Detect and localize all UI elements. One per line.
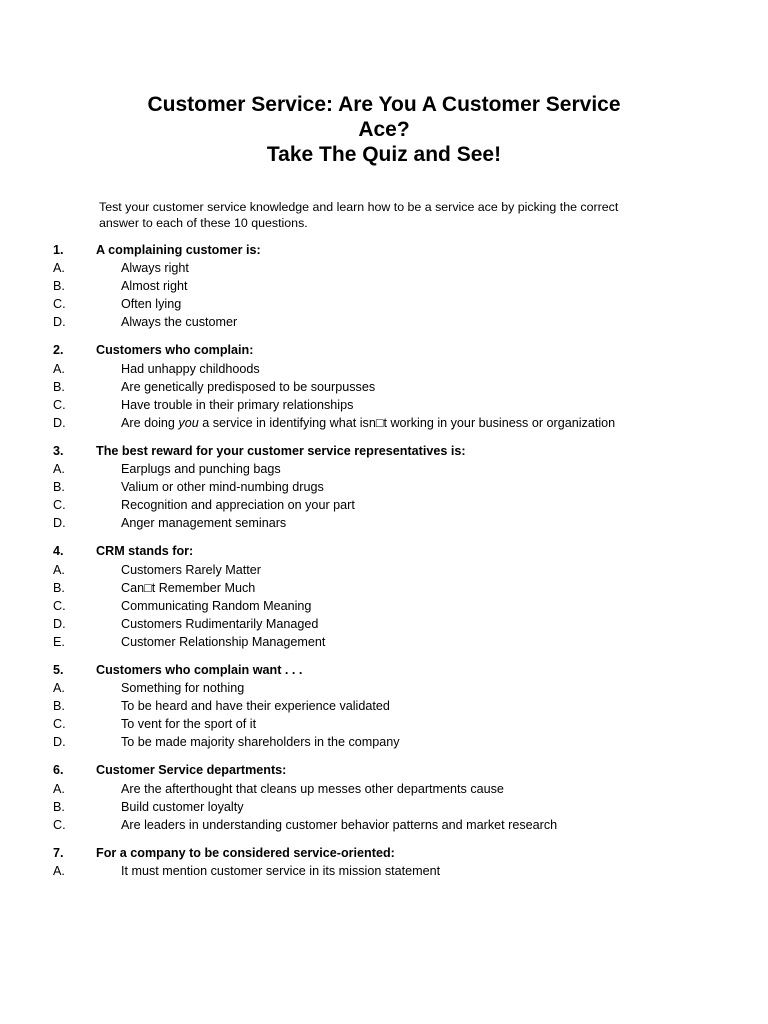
answer-option	[0, 561, 768, 579]
option-text: To be heard and have their experience validated	[121, 699, 390, 714]
question-block	[0, 241, 768, 331]
answer-option	[0, 816, 768, 834]
question-row	[0, 844, 768, 862]
option-text: Are leaders in understanding customer behavior patterns and market research	[121, 817, 558, 832]
question-text: For a company to be considered service-oriented:	[96, 845, 395, 860]
answer-option	[0, 460, 768, 478]
option-text	[121, 414, 615, 432]
answer-option	[0, 259, 768, 277]
intro-paragraph	[99, 199, 659, 231]
option-text: Customers Rarely Matter	[121, 562, 261, 577]
answer-option	[0, 496, 768, 514]
option-letter: B.	[53, 480, 65, 495]
question-number: 1.	[53, 243, 64, 257]
option-text: Often lying	[121, 297, 182, 312]
option-letter: A.	[53, 781, 65, 796]
question-text: Customer Service departments:	[96, 763, 287, 778]
option-text: Almost right	[121, 279, 188, 294]
answer-option	[0, 277, 768, 295]
option-text: To vent for the sport of it	[121, 717, 257, 732]
intro-line-2: answer to each of these 10 questions.	[99, 216, 308, 230]
option-letter: A.	[53, 562, 65, 577]
option-letter: B.	[53, 379, 65, 394]
option-text: Can□t Remember Much	[121, 580, 256, 595]
question-number: 5.	[53, 662, 64, 677]
answer-option	[0, 478, 768, 496]
answer-option	[0, 313, 768, 331]
option-text-emphasis: you	[178, 415, 199, 430]
answer-option	[0, 360, 768, 378]
option-text: Customer Relationship Management	[121, 634, 326, 649]
option-text: Had unhappy childhoods	[121, 361, 260, 376]
answer-option	[0, 798, 768, 816]
title-line-3: Take The Quiz and See!	[266, 143, 502, 166]
question-row	[0, 341, 768, 359]
option-text: Valium or other mind-numbing drugs	[121, 480, 324, 495]
answer-option	[0, 597, 768, 615]
option-text: Customers Rudimentarily Managed	[121, 616, 319, 631]
question-row	[0, 761, 768, 779]
question-text: CRM stands for:	[96, 544, 194, 559]
question-number: 2.	[53, 343, 64, 358]
option-text: Earplugs and punching bags	[121, 462, 281, 477]
answer-option	[0, 615, 768, 633]
question-row	[0, 442, 768, 460]
option-letter: B.	[53, 279, 65, 294]
option-text: Anger management seminars	[121, 516, 287, 531]
option-letter: B.	[53, 580, 65, 595]
answer-option	[0, 514, 768, 532]
option-letter: D.	[53, 415, 66, 430]
answer-option	[0, 715, 768, 733]
answer-option	[0, 780, 768, 798]
question-list	[0, 241, 768, 890]
question-block	[0, 844, 768, 880]
question-row	[0, 241, 768, 259]
question-row	[0, 542, 768, 560]
option-text: Always right	[121, 261, 189, 276]
option-text: It must mention customer service in its mission statement	[121, 863, 441, 878]
question-number: 7.	[53, 845, 64, 860]
answer-option	[0, 697, 768, 715]
option-letter: C.	[53, 297, 66, 312]
option-letter: C.	[53, 717, 66, 732]
question-text: The best reward for your customer service representatives is:	[96, 443, 466, 458]
answer-option	[0, 733, 768, 751]
question-block	[0, 661, 768, 751]
answer-option	[0, 633, 768, 651]
question-number: 4.	[53, 544, 64, 559]
title-line-2: Ace?	[358, 118, 410, 141]
question-block	[0, 761, 768, 833]
option-text-part: Are doing	[121, 415, 179, 430]
question-number: 3.	[53, 443, 64, 458]
question-row	[0, 661, 768, 679]
intro-line-1: Test your customer service knowledge and learn how to be a service ace by picking the correct	[99, 200, 619, 214]
option-text: Are genetically predisposed to be sourpusses	[121, 379, 376, 394]
option-letter: A.	[53, 681, 65, 696]
question-number: 6.	[53, 763, 64, 778]
question-text: Customers who complain want . . .	[96, 662, 303, 677]
option-letter: A.	[53, 361, 65, 376]
question-text: A complaining customer is:	[96, 243, 261, 257]
answer-option	[0, 295, 768, 313]
answer-option	[0, 679, 768, 697]
option-letter: A.	[53, 863, 65, 878]
option-letter: C.	[53, 598, 66, 613]
document-title	[0, 92, 768, 167]
answer-option	[0, 378, 768, 396]
answer-option	[0, 862, 768, 880]
option-letter: C.	[53, 498, 66, 513]
question-text: Customers who complain:	[96, 343, 254, 358]
option-text: Have trouble in their primary relationships	[121, 397, 354, 412]
question-block	[0, 442, 768, 532]
option-letter: C.	[53, 817, 66, 832]
option-text: Always the customer	[121, 315, 238, 330]
question-block	[0, 542, 768, 651]
option-letter: B.	[53, 799, 65, 814]
option-letter: B.	[53, 699, 65, 714]
option-letter: C.	[53, 397, 66, 412]
option-letter: A.	[53, 462, 65, 477]
option-text: Recognition and appreciation on your part	[121, 498, 355, 513]
option-text: Something for nothing	[121, 681, 245, 696]
title-line-1: Customer Service: Are You A Customer Service	[147, 93, 621, 116]
option-text: Build customer loyalty	[121, 799, 244, 814]
option-text: Are the afterthought that cleans up messes other departments cause	[121, 781, 504, 796]
option-text: Communicating Random Meaning	[121, 598, 312, 613]
option-letter: D.	[53, 516, 66, 531]
answer-option	[0, 396, 768, 414]
option-letter: A.	[53, 261, 65, 276]
option-letter: D.	[53, 735, 66, 750]
option-letter: D.	[53, 616, 66, 631]
question-block	[0, 341, 768, 431]
option-letter: D.	[53, 315, 66, 330]
option-text: To be made majority shareholders in the company	[121, 735, 400, 750]
answer-option	[0, 579, 768, 597]
option-letter: E.	[53, 634, 65, 649]
answer-option	[0, 414, 768, 432]
option-text-part: a service in identifying what isn□t working in your business or organization	[198, 415, 616, 430]
